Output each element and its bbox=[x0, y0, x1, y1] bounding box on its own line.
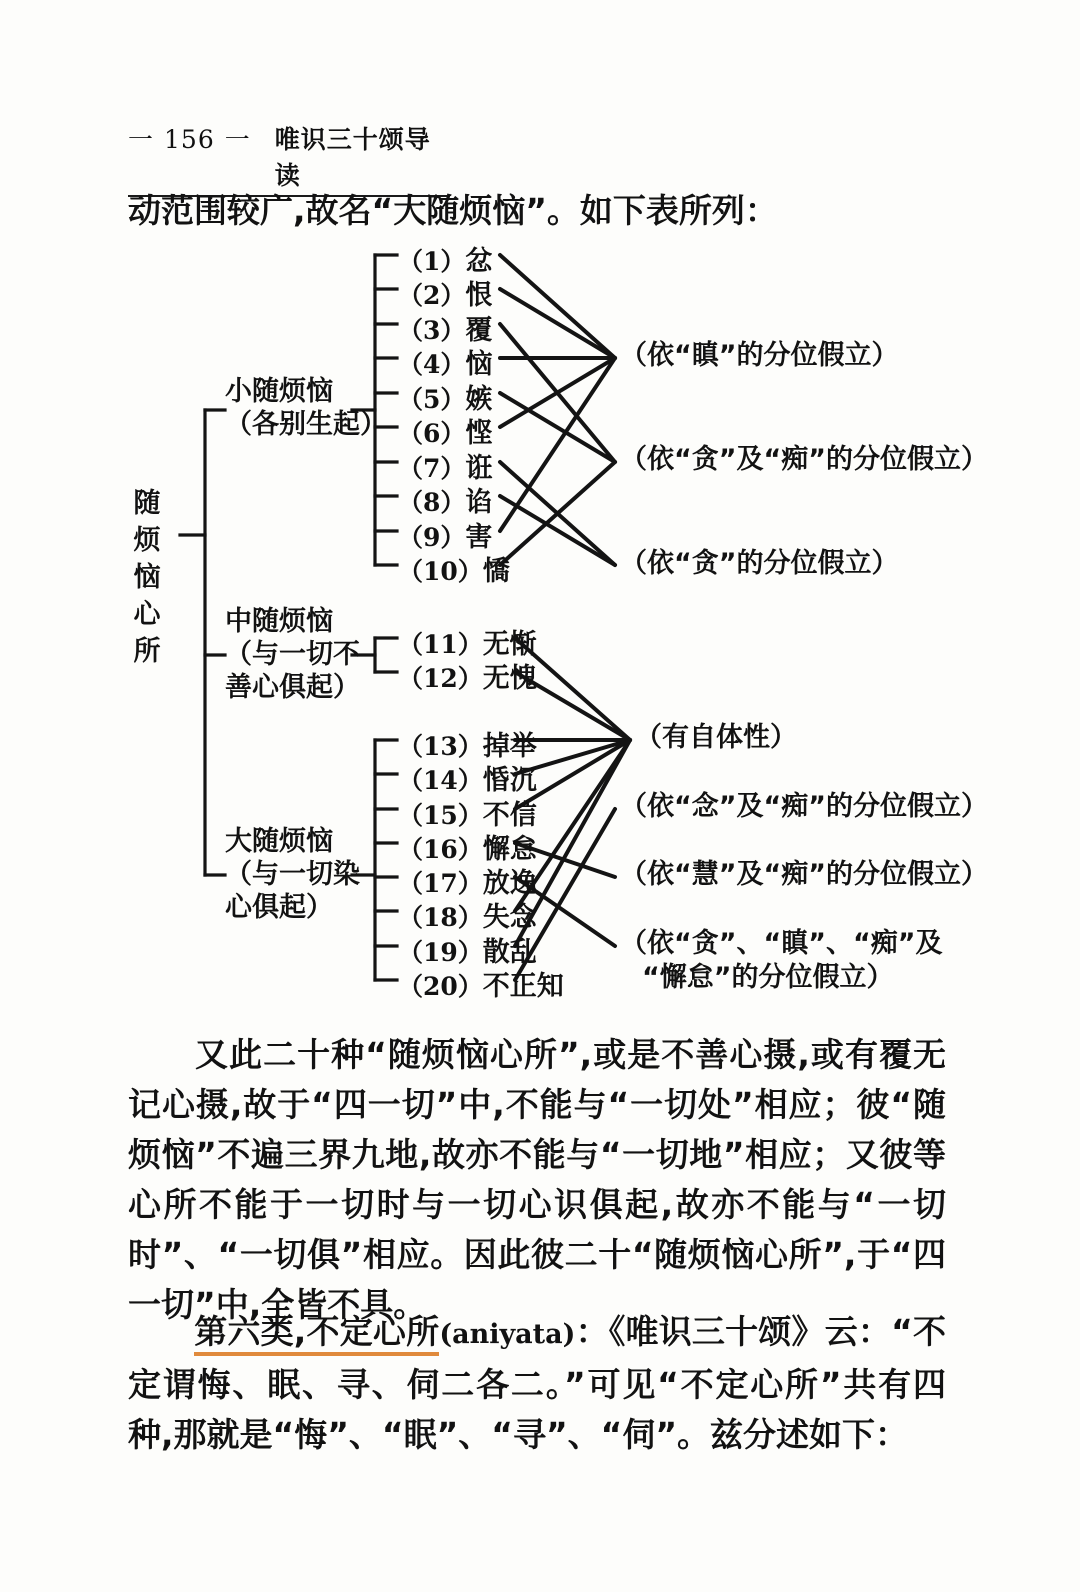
item-text: 无愧 bbox=[482, 663, 537, 694]
highlighted-term: 第六类,不定心所 bbox=[194, 1312, 439, 1356]
item-number: （8） bbox=[398, 488, 466, 517]
item-text: 谄 bbox=[465, 487, 493, 518]
group-label-medium bbox=[225, 605, 360, 704]
item-text: 不正知 bbox=[482, 971, 564, 1002]
item-text: 掉举 bbox=[482, 731, 537, 762]
group-large-qualifier-2: 心俱起） bbox=[225, 892, 333, 923]
annotation-ziti: （有自体性） bbox=[635, 722, 797, 753]
list-item bbox=[398, 342, 492, 381]
item-text: 恼 bbox=[465, 349, 493, 380]
item-number: （3） bbox=[398, 316, 466, 345]
intro-paragraph: 动范围较广,故名“大随烦恼”。如下表所列： bbox=[128, 191, 778, 230]
item-number: （11） bbox=[398, 630, 483, 659]
item-text: 害 bbox=[465, 522, 493, 553]
item-number: （17） bbox=[398, 869, 483, 898]
annotation-tan-chi: （依“贪”及“痴”的分位假立） bbox=[620, 444, 988, 475]
item-number: （19） bbox=[398, 938, 483, 967]
list-item bbox=[398, 549, 510, 588]
item-text: 忿 bbox=[465, 246, 493, 277]
group-small-qualifier: （各别生起） bbox=[225, 409, 387, 440]
list-item bbox=[398, 411, 492, 450]
item-number: （5） bbox=[398, 385, 466, 414]
item-number: （7） bbox=[398, 454, 466, 483]
root-label: 随烦恼心所 bbox=[133, 488, 161, 667]
item-text: 懈怠 bbox=[482, 834, 537, 865]
item-text: 无惭 bbox=[482, 629, 537, 660]
annotation-tan: （依“贪”的分位假立） bbox=[620, 548, 899, 579]
annotation-hui-chi: （依“慧”及“痴”的分位假立） bbox=[620, 859, 988, 890]
item-number: （14） bbox=[398, 766, 483, 795]
body-paragraph-1 bbox=[128, 1030, 946, 1330]
list-item bbox=[398, 656, 537, 695]
page-number: 156 bbox=[164, 125, 215, 154]
item-text: 憍 bbox=[482, 556, 510, 587]
item-number: （4） bbox=[398, 350, 466, 379]
sanskrit-term: (aniyata) bbox=[439, 1319, 576, 1350]
annotation-combo bbox=[620, 927, 942, 995]
item-text: 恨 bbox=[465, 280, 493, 311]
suifannao-tree-diagram bbox=[120, 235, 988, 1005]
item-number: （15） bbox=[398, 801, 483, 830]
item-text: 诳 bbox=[465, 453, 493, 484]
item-text: 散乱 bbox=[482, 937, 537, 968]
list-item bbox=[398, 964, 564, 1003]
item-number: （10） bbox=[398, 557, 483, 586]
header-dash-left: 一 bbox=[128, 125, 155, 154]
annotation-combo-line1: （依“贪”、“瞋”、“痴”及 bbox=[620, 928, 943, 959]
list-item bbox=[398, 758, 537, 797]
book-title: 唯识三十颂导读 bbox=[274, 125, 431, 190]
group-large-qualifier-1: （与一切染 bbox=[225, 859, 360, 890]
item-number: （20） bbox=[398, 972, 483, 1001]
item-number: （6） bbox=[398, 419, 466, 448]
item-number: （18） bbox=[398, 903, 483, 932]
list-item bbox=[398, 273, 492, 312]
item-text: 悭 bbox=[465, 418, 493, 449]
item-text: 放逸 bbox=[482, 868, 537, 899]
item-text: 嫉 bbox=[465, 384, 493, 415]
group-medium-qualifier-1: （与一切不 bbox=[225, 639, 360, 670]
group-large-name: 大随烦恼 bbox=[225, 826, 333, 857]
group-medium-qualifier-2: 善心俱起） bbox=[225, 672, 360, 703]
item-text: 惛沉 bbox=[482, 765, 537, 796]
item-number: （12） bbox=[398, 664, 483, 693]
item-number: （2） bbox=[398, 281, 466, 310]
item-text: 失念 bbox=[482, 902, 537, 933]
annotation-chen: （依“瞋”的分位假立） bbox=[620, 340, 899, 371]
body-paragraph-2 bbox=[128, 1307, 946, 1460]
group-label-small bbox=[225, 375, 387, 441]
body-paragraph-1-text: 又此二十种“随烦恼心所”,或是不善心摄,或有覆无记心摄,故于“四一切”中,不能与“一切处”相应；彼“随烦恼”不遍三界九地,故亦不能与“一切地”相应；又彼等心所不能于一切时与一切心识俱起,故亦不能与“一切时”、“一切俱”相应。因此彼二十“随烦恼心所”,于“四一切”中,全皆不具。 bbox=[128, 1035, 946, 1324]
list-item bbox=[398, 895, 537, 934]
header-dash-right: 一 bbox=[224, 125, 251, 154]
item-text: 不信 bbox=[482, 800, 537, 831]
item-number: （16） bbox=[398, 835, 483, 864]
group-medium-name: 中随烦恼 bbox=[225, 606, 333, 637]
group-small-name: 小随烦恼 bbox=[225, 376, 333, 407]
item-number: （9） bbox=[398, 523, 466, 552]
body-paragraph-2-text: ：《唯识三十颂》云：“不定谓悔、眠、寻、伺二各二。”可见“不定心所”共有四种,那就是“悔”、“眠”、“寻”、“伺”。兹分述如下： bbox=[128, 1312, 946, 1454]
group-label-large bbox=[225, 825, 360, 924]
item-text: 覆 bbox=[465, 315, 493, 346]
annotation-combo-line2: “懈怠”的分位假立） bbox=[642, 962, 894, 993]
item-number: （13） bbox=[398, 732, 483, 761]
item-number: （1） bbox=[398, 247, 466, 276]
list-item bbox=[398, 480, 492, 519]
annotation-nian-chi: （依“念”及“痴”的分位假立） bbox=[620, 791, 988, 822]
